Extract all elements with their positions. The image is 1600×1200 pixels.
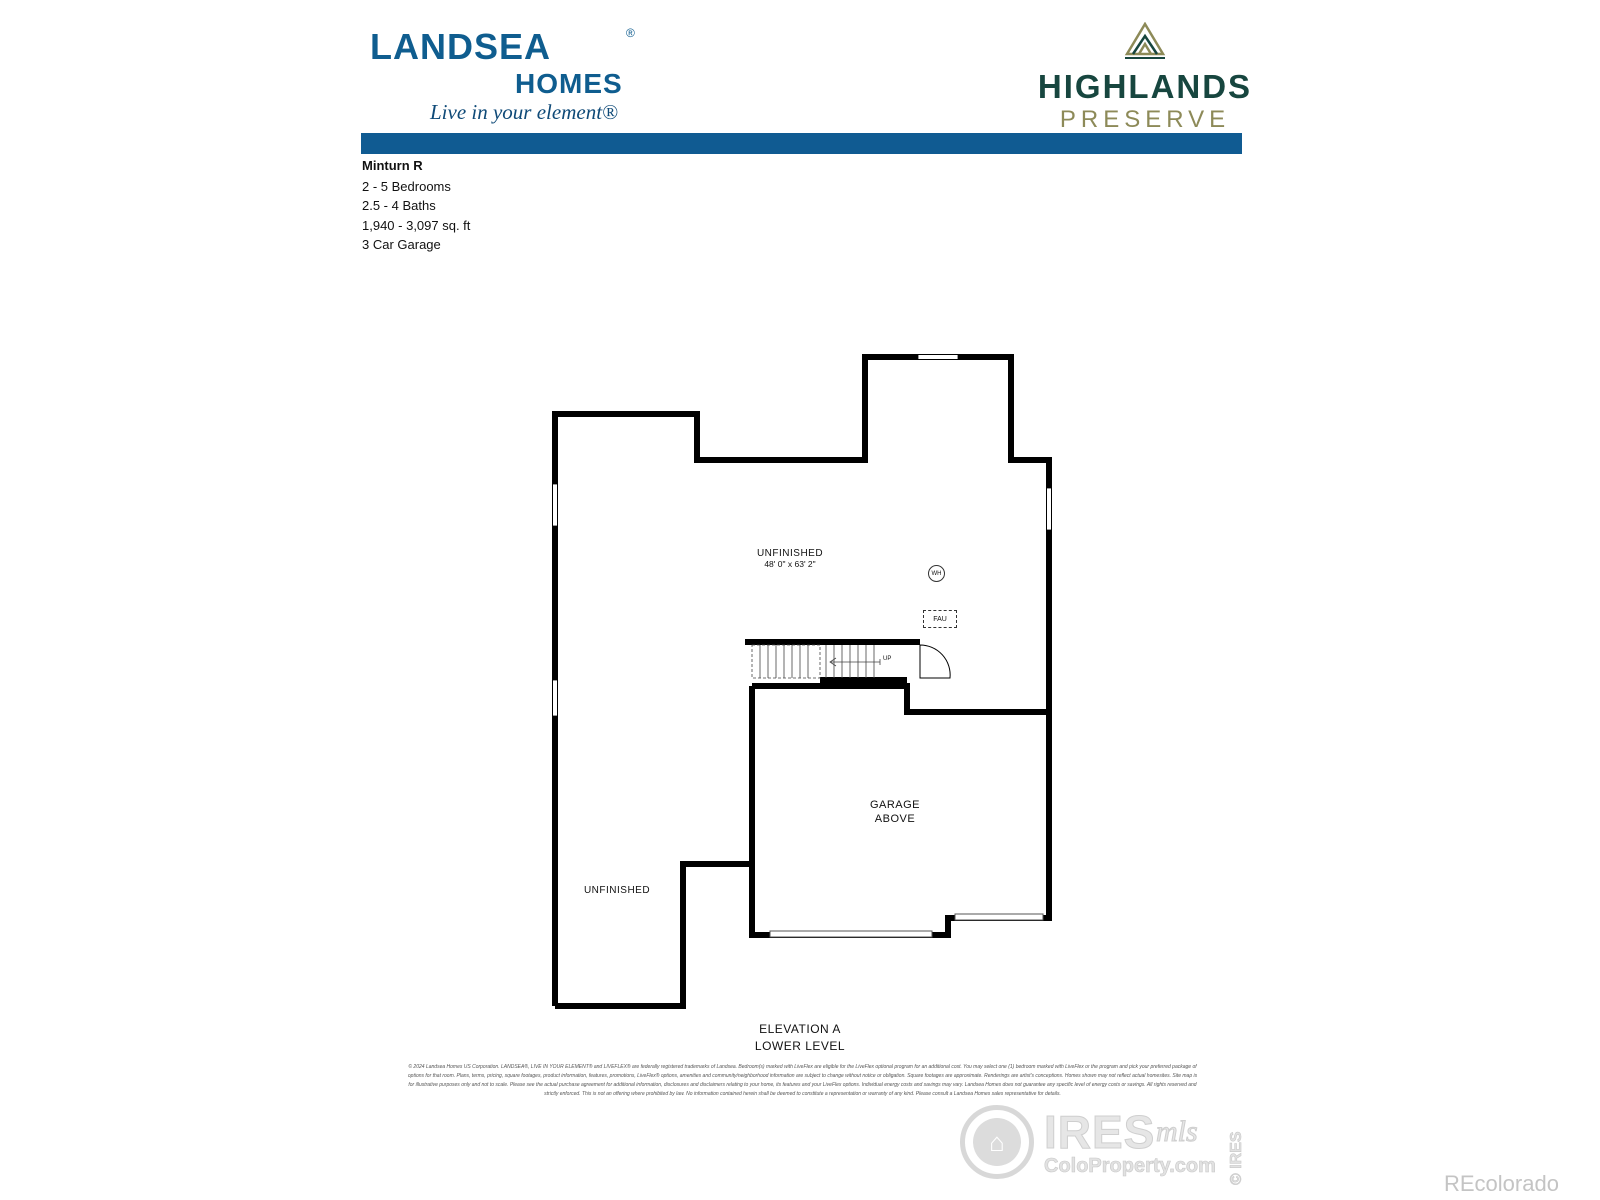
model-name: Minturn R <box>362 158 423 173</box>
spec-bedrooms: 2 - 5 Bedrooms <box>362 178 451 194</box>
recolorado-watermark: REcolorado <box>1444 1171 1559 1196</box>
room-label-left: UNFINISHED <box>583 885 651 896</box>
level-name: LOWER LEVEL <box>754 1039 846 1053</box>
landsea-homes: HOMES <box>515 68 623 99</box>
garage-line1: GARAGE <box>869 799 921 811</box>
highlands-sub: PRESERVE <box>1059 106 1231 133</box>
elevation-caption <box>700 1021 900 1055</box>
spec-garage: 3 Car Garage <box>362 237 441 252</box>
highlands-name: HIGHLANDS <box>1037 68 1253 105</box>
exterior-wall <box>555 357 1049 1006</box>
legal-disclaimer: © 2024 Landsea Homes US Corporation. LANDSEA®, LIVE IN YOUR ELEMENT® and LIVEFLEX® are federally registered trademarks of Landsea. Bedroom(s) marked with LiveFlex are eligible for the LiveFlex optional program for an additional cost. You may select one (1) bedroom marked with LiveFlex or the program and pick your preferred package of options for that room. Plans, terms, pricing, square footages, product information, features, promotions, LiveFlex® options, amenities and community/neighborhood information are subject to change without notice or obligation. Square footages are approximate. Renderings are artist's conceptions. Homes shown may not reflect actual homesites. Site map is for illustrative purposes only and not to scale. Please see the actual purchase agreement for additional information, disclosures and disclaimers relating to your home, its features and your LiveFlex options. Individual energy costs and savings may vary. Landsea Homes does not guarantee any specific level of energy costs or savings. All rights reserved and strictly enforced. This is not an offering where prohibited by law. No information contained herein shall be deemed to constitute a representation or warranty of any kind. Please consult a Landsea Homes sales representative for details. <box>407 1064 1198 1097</box>
elevation-name: ELEVATION A <box>759 1022 841 1036</box>
spec-sqft: 1,940 - 3,097 sq. ft <box>362 217 471 233</box>
stair-up-label: UP <box>883 656 892 662</box>
ires-word: IRES <box>1044 1106 1156 1158</box>
furnace-symbol: FAU <box>923 610 957 628</box>
ires-mls: mls <box>1156 1115 1198 1148</box>
ires-watermark <box>960 1105 1260 1190</box>
room-label-main <box>740 548 840 569</box>
ires-circle-icon: ⌂ <box>960 1105 1034 1179</box>
garage-door <box>770 914 1043 937</box>
stairs <box>752 645 880 678</box>
landsea-reg-mark: ® <box>626 26 635 40</box>
door-swing <box>920 645 950 678</box>
spec-baths: 2.5 - 4 Baths <box>362 198 436 213</box>
garage-line2: ABOVE <box>874 813 916 825</box>
room-label-garage <box>845 798 945 826</box>
ires-vertical: © IRES <box>1228 1131 1245 1185</box>
ires-site: ColoProperty.com <box>1044 1155 1216 1177</box>
room-name-main: UNFINISHED <box>756 548 824 559</box>
garage-top-wall <box>752 686 1049 712</box>
water-heater-symbol: WH <box>928 565 945 582</box>
landsea-tagline: Live in your element® <box>430 100 618 124</box>
landsea-brand: LANDSEA <box>370 26 552 67</box>
room-dimensions-main: 48' 0" x 63' 2" <box>764 559 816 569</box>
